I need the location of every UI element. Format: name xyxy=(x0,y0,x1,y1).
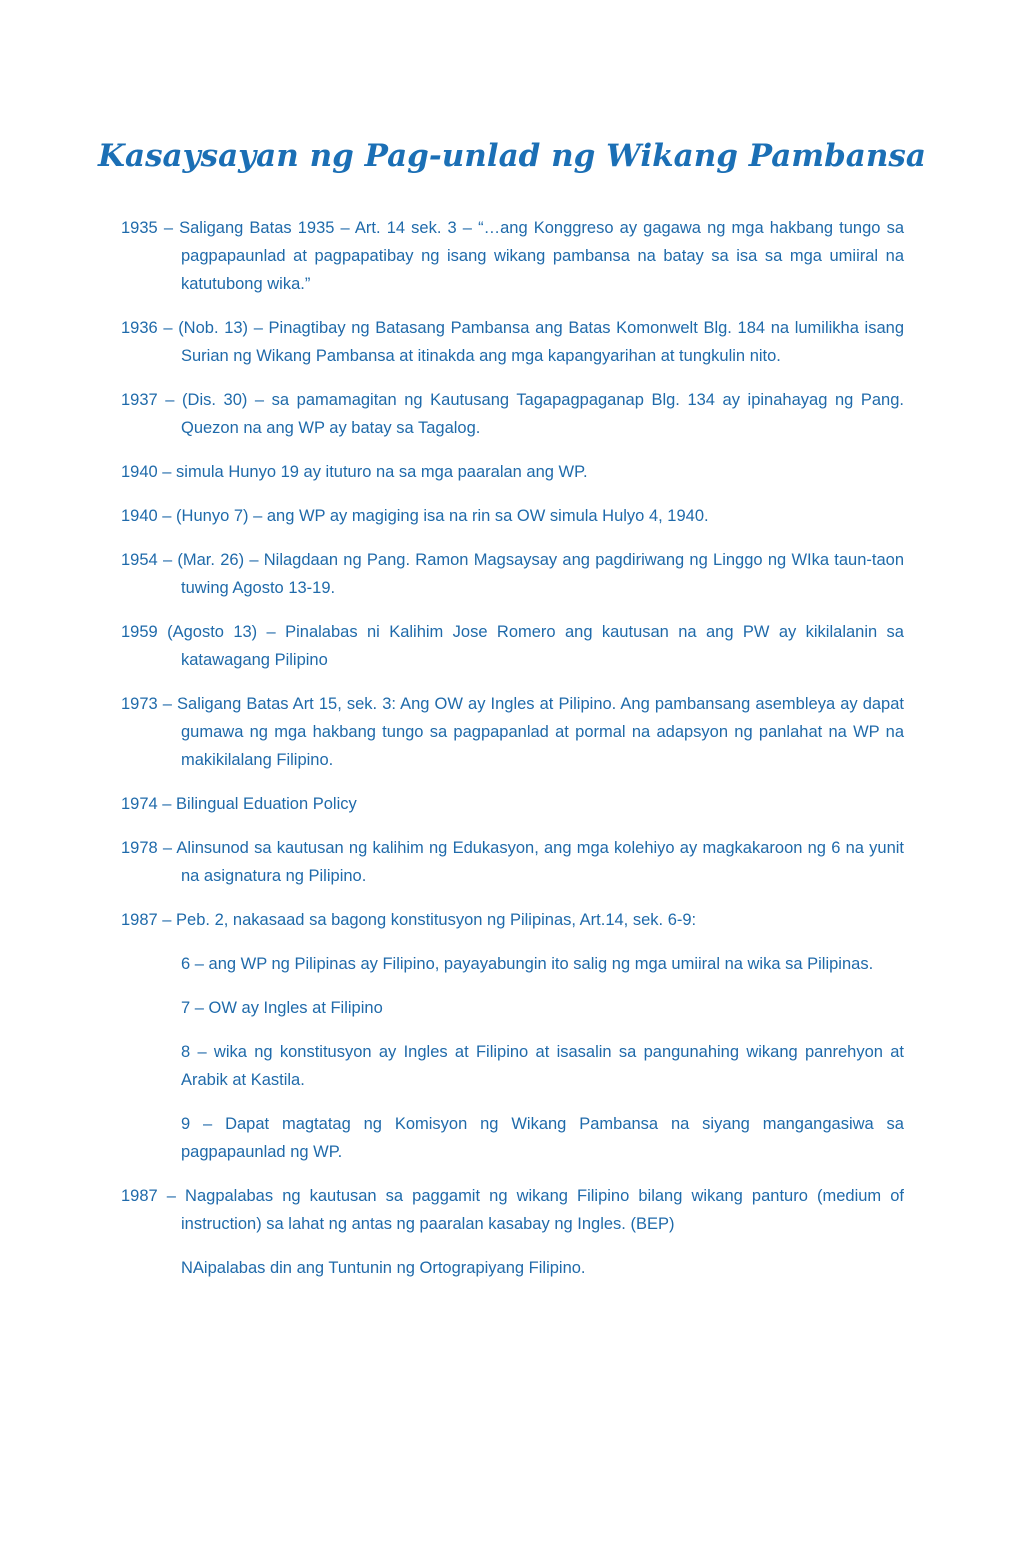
timeline-entry-1935: 1935 – Saligang Batas 1935 – Art. 14 sek. 3 – “…ang Konggreso ay gagawa ng mga hakbang tungo sa pagpapaunlad at pagpapatibay ng isang wikang pambansa na batay sa isa sa mga umiiral na katutubong wika.” xyxy=(121,219,904,293)
page-title: Kasaysayan ng Pag-unlad ng Wikang Pambansa xyxy=(98,138,926,174)
timeline-entry-1959: 1959 (Agosto 13) – Pinalabas ni Kalihim Jose Romero ang kautusan na ang PW ay kikilalanin sa katawagang Pilipino xyxy=(121,623,904,669)
timeline-entry-1936: 1936 – (Nob. 13) – Pinagtibay ng Batasang Pambansa ang Batas Komonwelt Blg. 184 na lumilikha isang Surian ng Wikang Pambansa at itinakda ang mga kapangyarihan at tungkulin nito. xyxy=(121,319,904,365)
timeline-entry-1987-b: 1987 – Nagpalabas ng kautusan sa paggamit ng wikang Filipino bilang wikang panturo (medium of instruction) sa lahat ng antas ng paaralan kasabay ng Ingles. (BEP) xyxy=(121,1187,904,1233)
final-note: NAipalabas din ang Tuntunin ng Ortograpiyang Filipino. xyxy=(181,1259,586,1277)
article-section-7: 7 – OW ay Ingles at Filipino xyxy=(181,999,383,1017)
timeline-entry-1974: 1974 – Bilingual Eduation Policy xyxy=(121,795,357,813)
timeline-entry-1937: 1937 – (Dis. 30) – sa pamamagitan ng Kautusang Tagapagpaganap Blg. 134 ay ipinahayag ng Pang. Quezon na ang WP ay batay sa Tagalog. xyxy=(121,391,904,437)
timeline-entry-1973: 1973 – Saligang Batas Art 15, sek. 3: Ang OW ay Ingles at Pilipino. Ang pambansang asembleya ay dapat gumawa ng mga hakbang tungo sa pagpapanlad at pormal na adapsyon ng panlahat na WP na makikilalang Filipino. xyxy=(121,695,904,769)
timeline-entry-1978: 1978 – Alinsunod sa kautusan ng kalihim ng Edukasyon, ang mga kolehiyo ay magkakaroon ng 6 na yunit na asignatura ng Pilipino. xyxy=(121,839,904,885)
article-section-8: 8 – wika ng konstitusyon ay Ingles at Filipino at isasalin sa pangunahing wikang panrehyon at Arabik at Kastila. xyxy=(181,1043,904,1089)
timeline-entry-1987-a: 1987 – Peb. 2, nakasaad sa bagong konstitusyon ng Pilipinas, Art.14, sek. 6-9: xyxy=(121,911,697,929)
article-section-6: 6 – ang WP ng Pilipinas ay Filipino, payayabungin ito salig ng mga umiiral na wika sa Pilipinas. xyxy=(181,955,874,973)
timeline-body xyxy=(121,214,904,1298)
article-section-9: 9 – Dapat magtatag ng Komisyon ng Wikang Pambansa na siyang mangangasiwa sa pagpapaunlad ng WP. xyxy=(181,1115,904,1161)
timeline-entry-1940-a: 1940 – simula Hunyo 19 ay ituturo na sa mga paaralan ang WP. xyxy=(121,463,588,481)
timeline-entry-1940-b: 1940 – (Hunyo 7) – ang WP ay magiging isa na rin sa OW simula Hulyo 4, 1940. xyxy=(121,507,709,525)
timeline-entry-1954: 1954 – (Mar. 26) – Nilagdaan ng Pang. Ramon Magsaysay ang pagdiriwang ng Linggo ng WIka taun-taon tuwing Agosto 13-19. xyxy=(121,551,904,597)
